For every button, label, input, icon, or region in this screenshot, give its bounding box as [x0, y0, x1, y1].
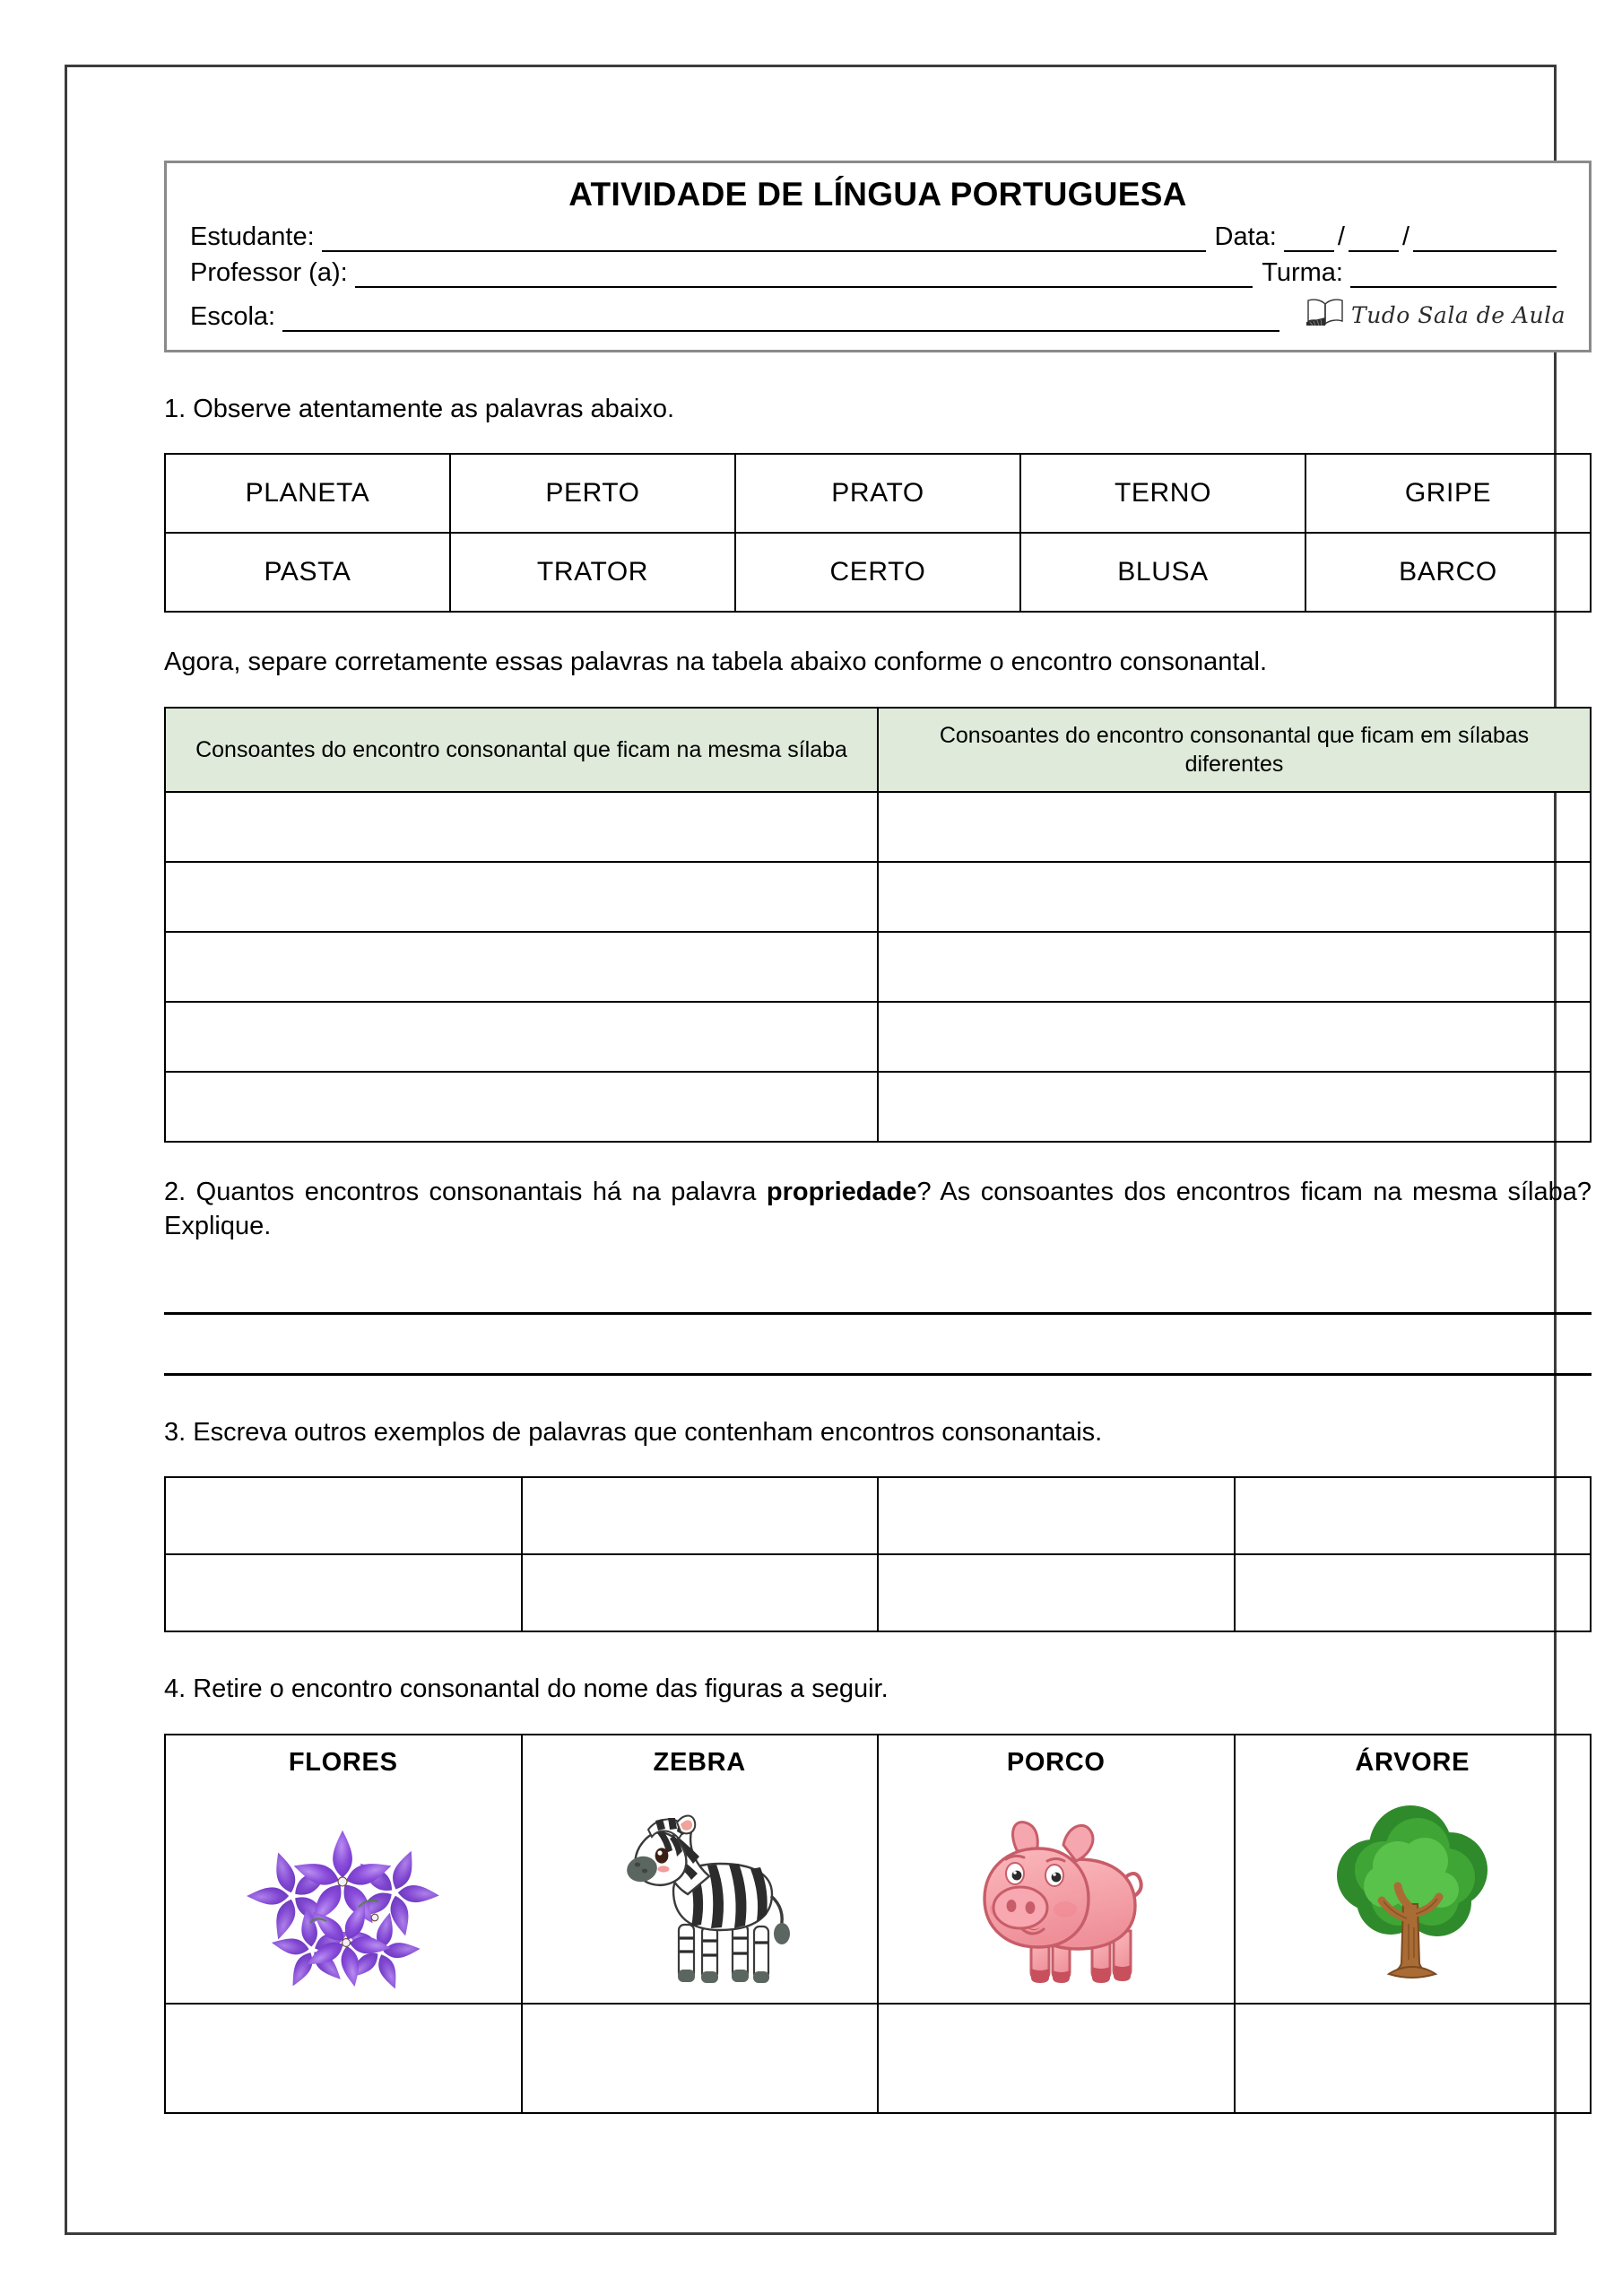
- classification-table: [164, 707, 1592, 1143]
- answer-cell[interactable]: [165, 1072, 878, 1142]
- tree-icon: [1241, 1786, 1585, 1992]
- answer-cell[interactable]: [878, 1072, 1591, 1142]
- example-cell[interactable]: [878, 1554, 1235, 1631]
- flowers-icon: [171, 1786, 516, 1992]
- date-label: Data:: [1214, 222, 1277, 251]
- question-1-subprompt: Agora, separe corretamente essas palavras na tabela abaixo conforme o encontro consonantal.: [164, 648, 1268, 677]
- figure-label-flores: FLORES: [165, 1735, 522, 1785]
- school-name-field[interactable]: [282, 312, 1279, 332]
- figure-cell-flores: [165, 1785, 522, 2004]
- word-cell: GRIPE: [1305, 454, 1591, 533]
- words-table: [164, 453, 1592, 613]
- school-label: Escola:: [190, 302, 276, 331]
- student-name-field[interactable]: [322, 232, 1206, 252]
- table-header-row: [165, 1735, 1591, 1785]
- table-row: [165, 862, 1591, 932]
- word-cell: BLUSA: [1020, 533, 1305, 612]
- class-label: Turma:: [1262, 258, 1343, 287]
- word-cell: BARCO: [1305, 533, 1591, 612]
- table-row: [165, 1002, 1591, 1072]
- teacher-label: Professor (a):: [190, 258, 348, 287]
- word-cell: PRATO: [735, 454, 1020, 533]
- example-cell[interactable]: [165, 1477, 522, 1554]
- word-cell: TRATOR: [450, 533, 735, 612]
- question-2-text-part1: 2. Quantos encontros consonantais há na palavra: [164, 1177, 767, 1206]
- answer-cell[interactable]: [165, 792, 878, 862]
- header-row-school-logo: [190, 294, 1566, 332]
- table-header-row: [165, 708, 1591, 792]
- figure-label-arvore: ÁRVORE: [1235, 1735, 1592, 1785]
- class-field[interactable]: [1350, 268, 1557, 288]
- date-month-field[interactable]: [1349, 232, 1399, 252]
- examples-table: [164, 1476, 1592, 1632]
- example-cell[interactable]: [165, 1554, 522, 1631]
- date-separator-1: /: [1337, 222, 1345, 251]
- figure-cell-porco: [878, 1785, 1235, 2004]
- column-header-same-syllable: Consoantes do encontro consonantal que ficam na mesma sílaba: [165, 708, 878, 792]
- example-cell[interactable]: [1235, 1477, 1592, 1554]
- example-cell[interactable]: [878, 1477, 1235, 1554]
- answer-cell[interactable]: [878, 932, 1591, 1002]
- table-row: [165, 1477, 1591, 1554]
- question-2-prompt: [164, 1175, 1592, 1244]
- table-row: [165, 1554, 1591, 1631]
- figures-table: [164, 1734, 1592, 2114]
- table-row: [165, 2004, 1591, 2113]
- question-4-prompt: 4. Retire o encontro consonantal do nome das figuras a seguir.: [164, 1674, 889, 1704]
- question-2-answer-line[interactable]: [164, 1336, 1592, 1376]
- zebra-icon: [528, 1786, 872, 1992]
- figure-label-zebra: ZEBRA: [522, 1735, 879, 1785]
- teacher-name-field[interactable]: [355, 268, 1253, 288]
- date-year-field[interactable]: [1413, 232, 1557, 252]
- word-cell: CERTO: [735, 533, 1020, 612]
- table-row: [165, 533, 1591, 612]
- table-row: [165, 932, 1591, 1002]
- pig-icon: [884, 1786, 1228, 1992]
- figure-answer-cell[interactable]: [1235, 2004, 1592, 2113]
- brand-logo: [1288, 296, 1566, 334]
- example-cell[interactable]: [522, 1477, 879, 1554]
- question-2-text-part2: ? As consoantes dos encontros ficam na mesma sílaba? Explique.: [164, 1177, 1592, 1240]
- figure-cell-zebra: [522, 1785, 879, 2004]
- classification-table-body: [165, 792, 1591, 1142]
- question-3-prompt: 3. Escreva outros exemplos de palavras que contenham encontros consonantais.: [164, 1418, 1103, 1448]
- table-row: [165, 792, 1591, 862]
- answer-cell[interactable]: [165, 1002, 878, 1072]
- word-cell: PASTA: [165, 533, 450, 612]
- word-cell: PERTO: [450, 454, 735, 533]
- student-label: Estudante:: [190, 222, 315, 251]
- header-row-student-date: [190, 222, 1566, 252]
- question-2-answer-line[interactable]: [164, 1275, 1592, 1315]
- figure-answer-cell[interactable]: [165, 2004, 522, 2113]
- answer-cell[interactable]: [878, 1002, 1591, 1072]
- answer-cell[interactable]: [878, 862, 1591, 932]
- page-title: ATIVIDADE DE LÍNGUA PORTUGUESA: [568, 176, 1187, 213]
- worksheet-content: [164, 161, 1592, 2114]
- open-book-icon: [1305, 296, 1346, 334]
- date-day-field[interactable]: [1284, 232, 1334, 252]
- header-row-teacher-class: [190, 258, 1566, 288]
- figure-answer-cell[interactable]: [522, 2004, 879, 2113]
- table-row: [165, 1785, 1591, 2004]
- figure-label-porco: PORCO: [878, 1735, 1235, 1785]
- date-separator-2: /: [1401, 222, 1409, 251]
- table-row: [165, 1072, 1591, 1142]
- example-cell[interactable]: [522, 1554, 879, 1631]
- table-row: [165, 454, 1591, 533]
- answer-cell[interactable]: [878, 792, 1591, 862]
- answer-cell[interactable]: [165, 932, 878, 1002]
- column-header-different-syllables: Consoantes do encontro consonantal que ficam em sílabas diferentes: [878, 708, 1591, 792]
- question-2-highlight-word: propriedade: [766, 1177, 917, 1206]
- page-border-frame: [65, 65, 1592, 2235]
- example-cell[interactable]: [1235, 1554, 1592, 1631]
- student-identification-box: [164, 161, 1592, 352]
- logo-text: Tudo Sala de Aula: [1351, 301, 1566, 328]
- figure-cell-arvore: [1235, 1785, 1592, 2004]
- question-1-prompt: 1. Observe atentamente as palavras abaixo.: [164, 395, 675, 423]
- word-cell: PLANETA: [165, 454, 450, 533]
- answer-cell[interactable]: [165, 862, 878, 932]
- figure-answer-cell[interactable]: [878, 2004, 1235, 2113]
- word-cell: TERNO: [1020, 454, 1305, 533]
